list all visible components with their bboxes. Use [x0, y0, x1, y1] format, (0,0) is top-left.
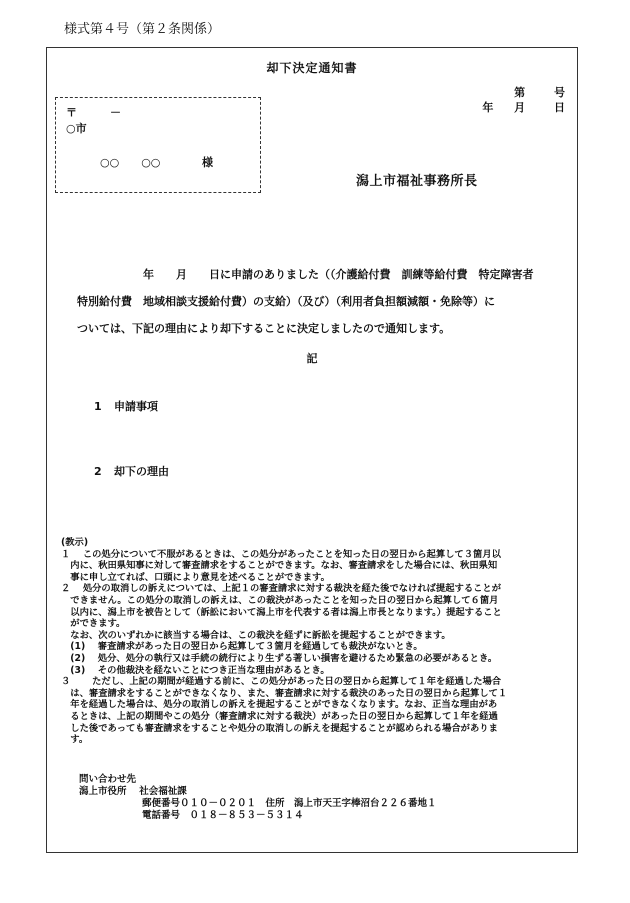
- city: ○市: [66, 122, 87, 135]
- item-label: 申請事項: [114, 400, 158, 413]
- body-line: ついては、下記の理由により却下することに決定しましたので通知します。: [77, 322, 451, 335]
- contact-heading: 問い合わせ先: [79, 774, 137, 785]
- item-application: [94, 398, 158, 414]
- notes-line: 以内に、潟上市を被告として（訴訟において潟上市を代表する者は潟上市長となります。）提起すること: [61, 606, 502, 618]
- contact-block: [79, 774, 437, 822]
- notes-line: (2) 処分、処分の執行又は手続の続行により生ずる著しい損害を避けるため緊急の必要があるとき。: [61, 652, 498, 664]
- date-month: 月: [514, 101, 526, 114]
- contact-postal-address: 郵便番号０１０－０２０１ 住所 潟上市天王字棒沼台２２６番地１: [142, 798, 437, 809]
- notes-line: (3) その他裁決を経ないことにつき正当な理由があるとき。: [61, 664, 330, 676]
- notes-line: 年を経過した場合は、処分の取消しの訴えを提起することができなくなります。なお、正当な理由があ: [61, 699, 498, 711]
- address-box: [55, 97, 261, 193]
- notes-line: るときは、上記の期間やこの処分（審査請求に対する裁決）があった日の翌日から起算して１年を経過: [61, 710, 498, 722]
- notes-line: 事に申し立てれば、口頭により意見を述べることができます。: [61, 571, 330, 583]
- postal-code: 〒 －: [66, 106, 121, 119]
- notes-line: なお、次のいずれかに該当する場合は、この裁決を経ずに訴訟を提起することができます。: [61, 629, 451, 641]
- notes-line: １ この処分について不服があるときは、この処分があったことを知った日の翌日から起算して３箇月以: [61, 548, 501, 560]
- appeal-instructions: [61, 537, 577, 746]
- document-title: 却下決定通知書: [266, 61, 358, 75]
- contact-office: 潟上市役所 社会福祉課: [79, 786, 187, 797]
- notes-line: した後であっても審査請求をすることや処分の取消しの訴えを提起することが認められる場合がありま: [61, 722, 498, 734]
- issuer: 潟上市福祉事務所長: [356, 174, 478, 189]
- item-reason: [94, 463, 169, 479]
- recipient-name: ○○ ○○: [100, 156, 161, 169]
- notes-line: (教示): [61, 537, 89, 548]
- notes-line: ができます。: [61, 618, 126, 630]
- item-number: 2: [94, 465, 102, 478]
- item-number: 1: [94, 400, 102, 413]
- doc-number-label: 第: [514, 86, 526, 99]
- notice-frame: [46, 47, 578, 853]
- notes-line: (1) 審査請求があった日の翌日から起算して３箇月を経過しても裁決がないとき。: [61, 641, 423, 653]
- notes-line: 内に、秋田県知事に対して審査請求をすることができます。なお、審査請求をした場合には、秋田県知: [61, 560, 498, 572]
- contact-phone: 電話番号 ０１８－８５３－５３１４: [142, 810, 304, 821]
- ki-heading: 記: [306, 352, 318, 365]
- date-year: 年: [482, 101, 494, 114]
- form-number: 様式第４号（第２条関係）: [64, 22, 221, 37]
- notice-body: [77, 261, 571, 342]
- doc-number-suffix: 号: [554, 86, 565, 99]
- notes-line: す。: [61, 734, 89, 746]
- body-line: 特別給付費 地域相談支援給付費）の支給）（及び）（利用者負担額減額・免除等）に: [77, 295, 495, 308]
- honorific: 様: [202, 156, 213, 169]
- date-day: 日: [554, 101, 565, 114]
- document-number-line: [514, 84, 565, 100]
- body-line: 年 月 日に申請のありました（（介護給付費 訓練等給付費 特定障害者: [121, 268, 534, 281]
- notes-line: できません。この処分の取消しの訴えは、この裁決があったことを知った日の翌日から起算して６箇月: [61, 594, 499, 606]
- notes-line: ２ 処分の取消しの訴えについては、上記１の審査請求に対する裁決を経た後でなければ提起することが: [61, 583, 502, 595]
- item-label: 却下の理由: [114, 465, 169, 478]
- notes-line: は、審査請求をすることができなくなり、また、審査請求に対する裁決のあった日の翌日から起算して１: [61, 687, 508, 699]
- notes-line: ３ ただし、上記の期間が経過する前に、この処分があった日の翌日から起算して１年を経過した場合: [61, 676, 502, 688]
- date-line: [482, 99, 565, 115]
